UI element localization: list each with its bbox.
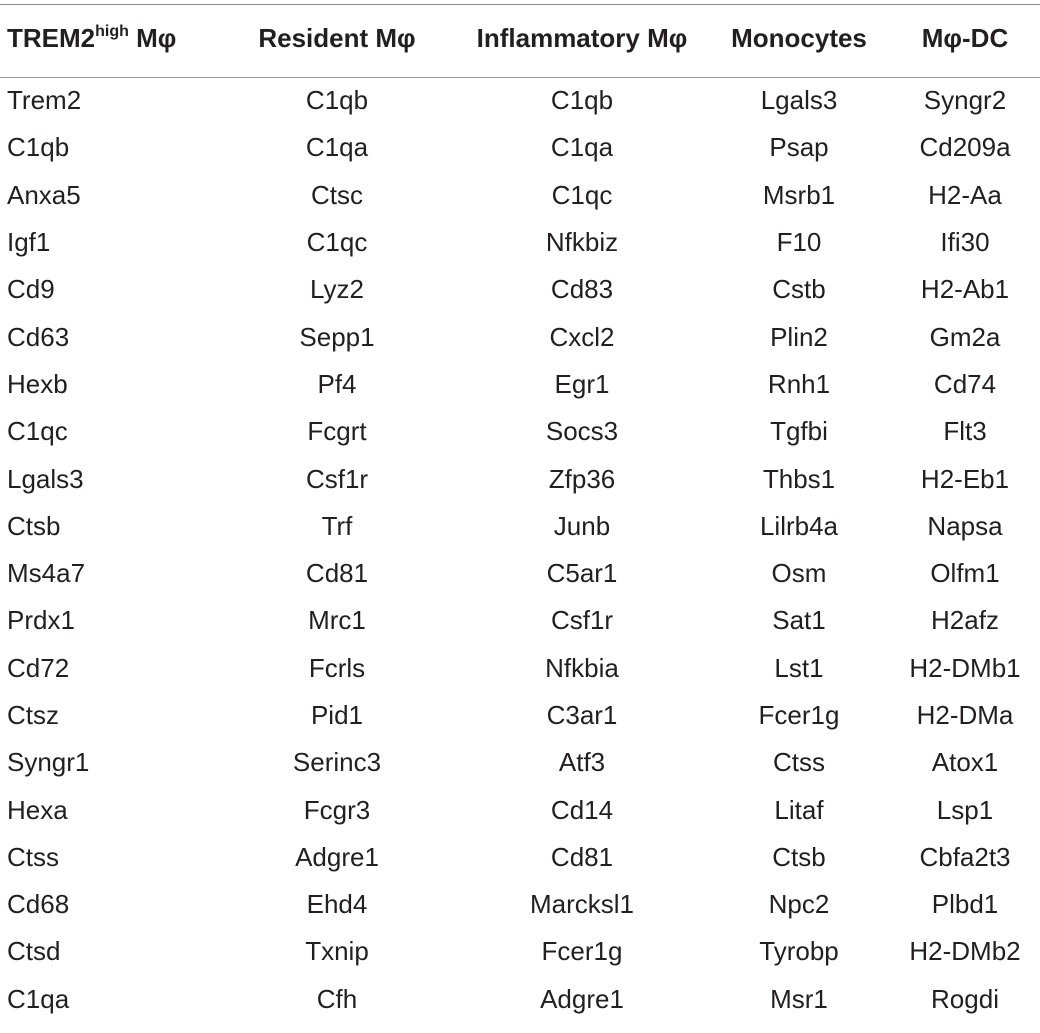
- table-row: [0, 313, 1040, 360]
- table-cell: Atox1: [931, 747, 999, 778]
- table-cell: Prdx1: [7, 605, 75, 636]
- header-text: Mφ-DC: [921, 23, 1009, 53]
- table-cell: Ctsc: [311, 179, 363, 210]
- table-cell: Ctss: [7, 841, 59, 872]
- table-cell: Cbfa2t3: [919, 841, 1011, 872]
- table-cell: Serinc3: [292, 747, 382, 778]
- table-cell: Sepp1: [299, 321, 375, 352]
- table-cell: Cstb: [772, 274, 826, 305]
- table-cell: Psap: [769, 132, 829, 163]
- table-cell: Cd72: [7, 652, 70, 683]
- table-row: [0, 503, 1040, 550]
- header-suffix: Mφ: [128, 23, 177, 53]
- table-cell: Lsp1: [936, 794, 994, 825]
- table-cell: Litaf: [774, 794, 824, 825]
- table-cell: H2-Aa: [928, 179, 1002, 210]
- table-row: [0, 928, 1040, 975]
- header-trem2-high: [0, 0, 225, 77]
- table-cell: Cd74: [933, 368, 997, 399]
- table-row: [0, 786, 1040, 833]
- table-cell: Thbs1: [762, 463, 836, 494]
- table-cell: C1qa: [7, 983, 70, 1014]
- table-cell: C3ar1: [546, 700, 618, 730]
- table-cell: Trem2: [7, 85, 82, 116]
- table-cell: C1qa: [305, 132, 369, 163]
- table-cell: Msrb1: [762, 179, 836, 210]
- table-cell: C1qc: [551, 179, 613, 210]
- header-mphi-dc: [883, 0, 1040, 77]
- table-cell: C5ar1: [546, 558, 618, 589]
- table-row: [0, 455, 1040, 502]
- table-cell: Hexa: [7, 794, 68, 825]
- table-cell: Cxcl2: [549, 321, 615, 352]
- table-cell: C1qc: [306, 227, 368, 258]
- table-cell: Junb: [553, 510, 611, 541]
- table-cell: Ctsd: [7, 936, 61, 967]
- table-cell: C1qb: [305, 85, 369, 116]
- table-cell: Hexb: [7, 368, 68, 399]
- table-cell: Fcgr3: [303, 794, 371, 825]
- table-body: [0, 77, 1040, 1023]
- table-cell: C1qc: [7, 416, 68, 447]
- header-text: TREM2: [7, 23, 96, 53]
- table-cell: Rogdi: [931, 983, 999, 1014]
- table-row: [0, 361, 1040, 408]
- table-cell: Cd14: [550, 794, 614, 825]
- table-cell: Atf3: [558, 747, 606, 778]
- table-cell: Fcer1g: [541, 936, 623, 967]
- table-cell: Ehd4: [306, 889, 368, 920]
- table-cell: Cd81: [550, 841, 614, 872]
- table-cell: Msr1: [770, 983, 828, 1014]
- table-cell: Lilrb4a: [759, 510, 839, 541]
- table-cell: Ms4a7: [7, 558, 86, 589]
- header-monocytes: [715, 0, 883, 77]
- table-cell: Tgfbi: [770, 416, 828, 447]
- table-row: [0, 834, 1040, 881]
- table-cell: Fcer1g: [758, 700, 840, 730]
- header-resident: [225, 0, 449, 77]
- table-cell: Nfkbiz: [545, 227, 619, 258]
- table-cell: Igf1: [7, 227, 51, 258]
- table-cell: Pid1: [310, 700, 364, 730]
- table-cell: H2-DMa: [916, 700, 1014, 730]
- table-cell: Sat1: [772, 605, 826, 636]
- table-cell: Olfm1: [930, 558, 1000, 589]
- table-cell: Pf4: [317, 368, 357, 399]
- table-cell: Cfh: [316, 983, 358, 1014]
- table-cell: H2-Eb1: [920, 463, 1010, 494]
- table-row: [0, 976, 1040, 1023]
- table-cell: Lgals3: [7, 463, 84, 494]
- table-cell: Syngr1: [7, 747, 90, 778]
- header-text: Resident Mφ: [258, 23, 416, 53]
- table-row: [0, 124, 1040, 171]
- table-cell: Rnh1: [767, 368, 831, 399]
- table-cell: Txnip: [305, 936, 369, 967]
- table-cell: Plin2: [770, 321, 828, 352]
- header-superscript: high: [95, 23, 129, 40]
- table-cell: Mrc1: [308, 605, 366, 636]
- table-cell: Trf: [321, 510, 353, 541]
- table-cell: F10: [776, 227, 822, 258]
- table-cell: Cd9: [7, 274, 55, 305]
- table-row: [0, 739, 1040, 786]
- table-row: [0, 550, 1040, 597]
- table-cell: Zfp36: [548, 463, 616, 494]
- table-cell: H2-DMb2: [909, 936, 1021, 967]
- table-cell: C1qb: [550, 85, 614, 116]
- table-row: [0, 266, 1040, 313]
- table-row: [0, 77, 1040, 124]
- table-row: [0, 692, 1040, 739]
- table-row: [0, 597, 1040, 644]
- table-cell: Anxa5: [7, 179, 81, 210]
- table-cell: Cd81: [305, 558, 369, 589]
- table-cell: Plbd1: [931, 889, 999, 920]
- header-text: Inflammatory Mφ: [476, 23, 688, 53]
- table-cell: Socs3: [545, 416, 619, 447]
- table-cell: Cd68: [7, 889, 70, 920]
- table-cell: Lst1: [774, 652, 824, 683]
- table-cell: Ctsz: [7, 700, 59, 730]
- table-cell: C1qa: [550, 132, 614, 163]
- table-cell: H2afz: [931, 605, 999, 636]
- table-cell: Egr1: [554, 368, 610, 399]
- table-cell: Nfkbia: [545, 652, 619, 683]
- table-cell: Ctsb: [7, 510, 61, 541]
- table-cell: Npc2: [768, 889, 830, 920]
- table-cell: Flt3: [943, 416, 987, 447]
- table-cell: Marcksl1: [529, 889, 634, 920]
- table-row: [0, 219, 1040, 266]
- table-cell: Osm: [771, 558, 827, 589]
- table-cell: Ctss: [773, 747, 825, 778]
- table-cell: Syngr2: [923, 85, 1007, 116]
- table-cell: Fcgrt: [307, 416, 367, 447]
- table-cell: Tyrobp: [759, 936, 839, 967]
- header-inflammatory: [449, 0, 715, 77]
- table-cell: Cd209a: [919, 132, 1011, 163]
- table-row: [0, 881, 1040, 928]
- table-row: [0, 408, 1040, 455]
- header-row: [0, 0, 1040, 77]
- table-cell: Cd83: [550, 274, 614, 305]
- table-cell: Adgre1: [540, 983, 624, 1014]
- table-cell: H2-Ab1: [920, 274, 1010, 305]
- table-cell: Gm2a: [929, 321, 1001, 352]
- table-cell: C1qb: [7, 132, 70, 163]
- table-cell: Cd63: [7, 321, 70, 352]
- table-cell: H2-DMb1: [909, 652, 1021, 683]
- table-cell: Napsa: [927, 510, 1003, 541]
- table-cell: Adgre1: [295, 841, 379, 872]
- table-cell: Ifi30: [940, 227, 990, 258]
- table-cell: Fcrls: [308, 652, 366, 683]
- table-cell: Ctsb: [772, 841, 826, 872]
- table-cell: Csf1r: [550, 605, 614, 636]
- table-row: [0, 172, 1040, 219]
- header-text: Monocytes: [731, 23, 867, 53]
- table-cell: Lgals3: [760, 85, 838, 116]
- table-cell: Csf1r: [305, 463, 369, 494]
- table-row: [0, 645, 1040, 692]
- table-cell: Lyz2: [310, 274, 364, 305]
